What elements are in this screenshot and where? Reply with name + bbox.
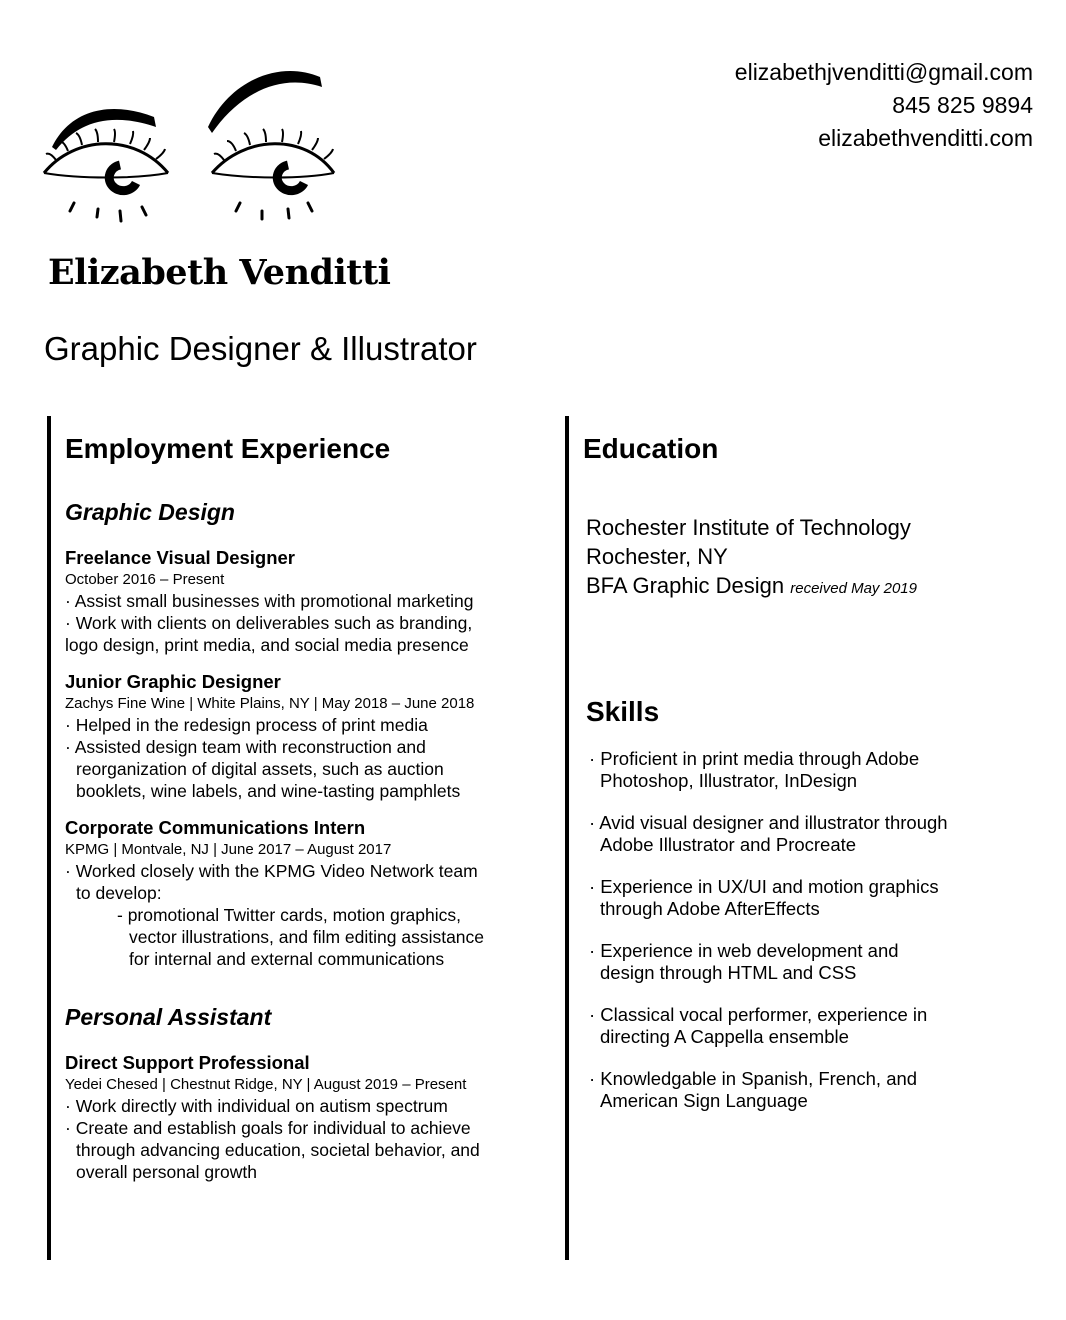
job-meta: Zachys Fine Wine | White Plains, NY | May 2018 – June 2018 [65, 695, 475, 712]
bullet-line: · Create and establish goals for individual to achieve [65, 1118, 471, 1138]
eyes-illustration-icon [40, 55, 340, 230]
skill-line: Photoshop, Illustrator, InDesign [600, 770, 858, 791]
candidate-name: Elizabeth Venditti [48, 252, 391, 293]
job-bullet: · Helped in the redesign process of print media [65, 715, 428, 735]
category-personal-assistant [65, 1004, 540, 1183]
job-meta: Yedei Chesed | Chestnut Ridge, NY | August 2019 – Present [65, 1076, 467, 1093]
skill-line: American Sign Language [600, 1090, 808, 1111]
skill-item [586, 876, 1023, 920]
candidate-tagline: Graphic Designer & Illustrator [44, 330, 477, 367]
phone-number: 845 825 9894 [892, 92, 1033, 118]
sub-line: for internal and external communications [129, 949, 445, 969]
skill-line: · Avid visual designer and illustrator through [589, 812, 948, 833]
job-junior-designer [65, 670, 540, 802]
sub-line: vector illustrations, and film editing assistance [129, 927, 485, 947]
category-title: Graphic Design [65, 499, 235, 525]
education-entry [583, 513, 1023, 603]
degree-title: BFA Graphic Design [586, 573, 785, 598]
right-divider [565, 416, 569, 1260]
bullet-line: overall personal growth [76, 1162, 257, 1182]
skill-item [586, 748, 1023, 792]
skill-item [586, 940, 1023, 984]
skill-item [586, 1004, 1023, 1048]
skill-line: · Classical vocal performer, experience in [589, 1004, 928, 1025]
school-location: Rochester, NY [586, 544, 728, 569]
school-name: Rochester Institute of Technology [586, 515, 911, 540]
category-graphic-design [65, 499, 540, 970]
degree-date: received May 2019 [790, 580, 917, 597]
job-meta: KPMG | Montvale, NJ | June 2017 – August 2017 [65, 841, 392, 858]
degree-line [586, 571, 1023, 603]
contact-block [735, 56, 1033, 155]
skill-line: · Experience in UX/UI and motion graphics [589, 876, 939, 897]
category-title: Personal Assistant [65, 1004, 272, 1030]
job-bullet: · Assist small businesses with promotional marketing [65, 591, 474, 611]
bullet-line: to develop: [76, 883, 162, 903]
job-bullet: · Work with clients on deliverables such as branding, [65, 613, 473, 633]
skill-line: · Experience in web development and [589, 940, 899, 961]
skill-line: Adobe Illustrator and Procreate [600, 834, 857, 855]
skill-item [586, 812, 1023, 856]
employment-section [65, 433, 540, 1183]
job-bullet-continued: logo design, print media, and social media presence [65, 635, 469, 655]
job-bullet: · Work directly with individual on autism spectrum [65, 1096, 448, 1116]
job-bullet [65, 860, 540, 904]
sub-line: - promotional Twitter cards, motion graphics, [117, 905, 461, 925]
website-link[interactable]: elizabethvenditti.com [818, 125, 1033, 151]
right-column [583, 433, 1023, 1112]
job-freelance [65, 546, 540, 656]
education-heading: Education [583, 433, 719, 464]
job-title: Direct Support Professional [65, 1052, 310, 1073]
bullet-line: · Worked closely with the KPMG Video Network team [65, 861, 478, 881]
skill-line: directing A Cappella ensemble [600, 1026, 849, 1047]
job-title: Corporate Communications Intern [65, 817, 366, 838]
skill-item [586, 1068, 1023, 1112]
skills-heading: Skills [586, 696, 660, 727]
skill-line: · Proficient in print media through Adobe [589, 748, 920, 769]
email-link[interactable]: elizabethjvenditti@gmail.com [734, 59, 1033, 85]
bullet-line: through advancing education, societal behavior, and [76, 1140, 480, 1160]
left-divider [47, 416, 51, 1260]
job-title: Freelance Visual Designer [65, 547, 295, 568]
skill-line: through Adobe AfterEffects [600, 898, 820, 919]
job-title: Junior Graphic Designer [65, 671, 281, 692]
job-meta: October 2016 – Present [65, 571, 225, 588]
skill-line: design through HTML and CSS [600, 962, 857, 983]
job-bullet [65, 736, 540, 802]
bullet-line: · Assisted design team with reconstruction and [65, 737, 426, 757]
job-sub-bullet [65, 904, 540, 970]
employment-heading: Employment Experience [65, 433, 391, 464]
skill-line: · Knowledgable in Spanish, French, and [589, 1068, 918, 1089]
skills-list [583, 748, 1023, 1112]
job-kpmg-intern [65, 816, 540, 970]
job-direct-support [65, 1051, 540, 1183]
bullet-line: booklets, wine labels, and wine-tasting pamphlets [76, 781, 461, 801]
bullet-line: reorganization of digital assets, such as auction [76, 759, 444, 779]
job-bullet [65, 1117, 540, 1183]
